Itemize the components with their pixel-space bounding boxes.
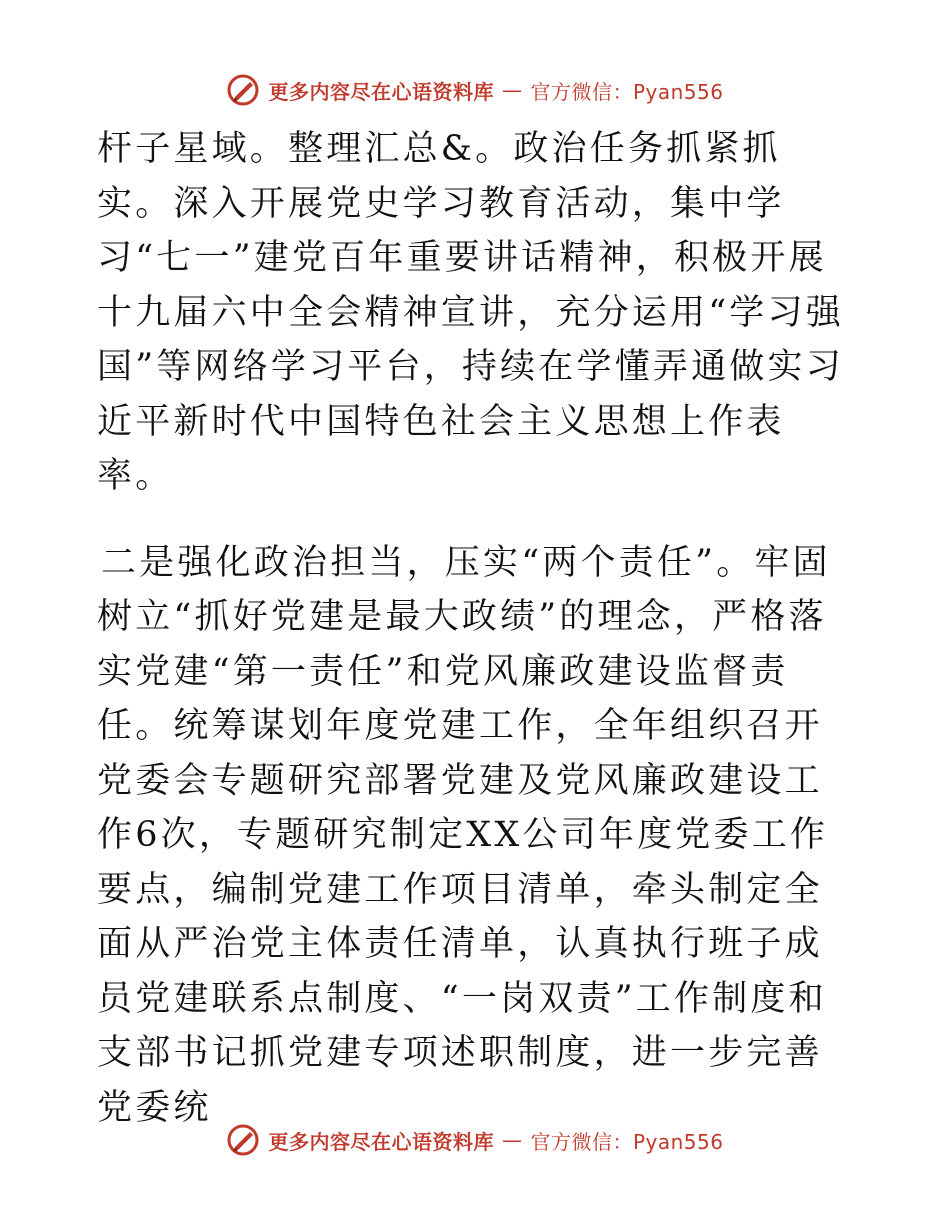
- brand-logo-icon: [226, 73, 260, 107]
- header-separator: —: [501, 78, 523, 102]
- header-wechat-text: 官方微信：Pyan556: [530, 79, 724, 104]
- body-content: [97, 122, 857, 1135]
- footer-separator: —: [501, 1128, 523, 1152]
- page-footer: [0, 1120, 950, 1160]
- header-brand-text: 更多内容尽在心语资料库: [268, 79, 494, 104]
- footer-wechat-text: 官方微信：Pyan556: [530, 1129, 724, 1154]
- brand-logo-icon: [226, 1123, 260, 1157]
- footer-brand-text: 更多内容尽在心语资料库: [268, 1129, 494, 1154]
- paragraph-1: 杆子星域。整理汇总&。政治任务抓紧抓实。深入开展党史学习教育活动，集中学习“七一”建党百年重要讲话精神，积极开展十九届六中全会精神宣讲，充分运用“学习强国”等网络学习平台，持续在学懂弄通做实习近平新时代中国特色社会主义思想上作表率。: [97, 129, 844, 496]
- paragraph-2: 二是强化政治担当，压实“两个责任”。牢固树立“抓好党建是最大政绩”的理念，严格落实党建“第一责任”和党风廉政建设监督责任。统筹谋划年度党建工作，全年组织召开党委会专题研究部署党建及党风廉政建设工作6次，专题研究制定XX公司年度党委工作要点，编制党建工作项目清单，牵头制定全面从严治党主体责任清单，认真执行班子成员党建联系点制度、“一岗双责”工作制度和支部书记抓党建专项述职制度，进一步完善党委统: [97, 542, 831, 1128]
- page-header: [0, 70, 950, 110]
- paragraph-spacer: [97, 504, 857, 536]
